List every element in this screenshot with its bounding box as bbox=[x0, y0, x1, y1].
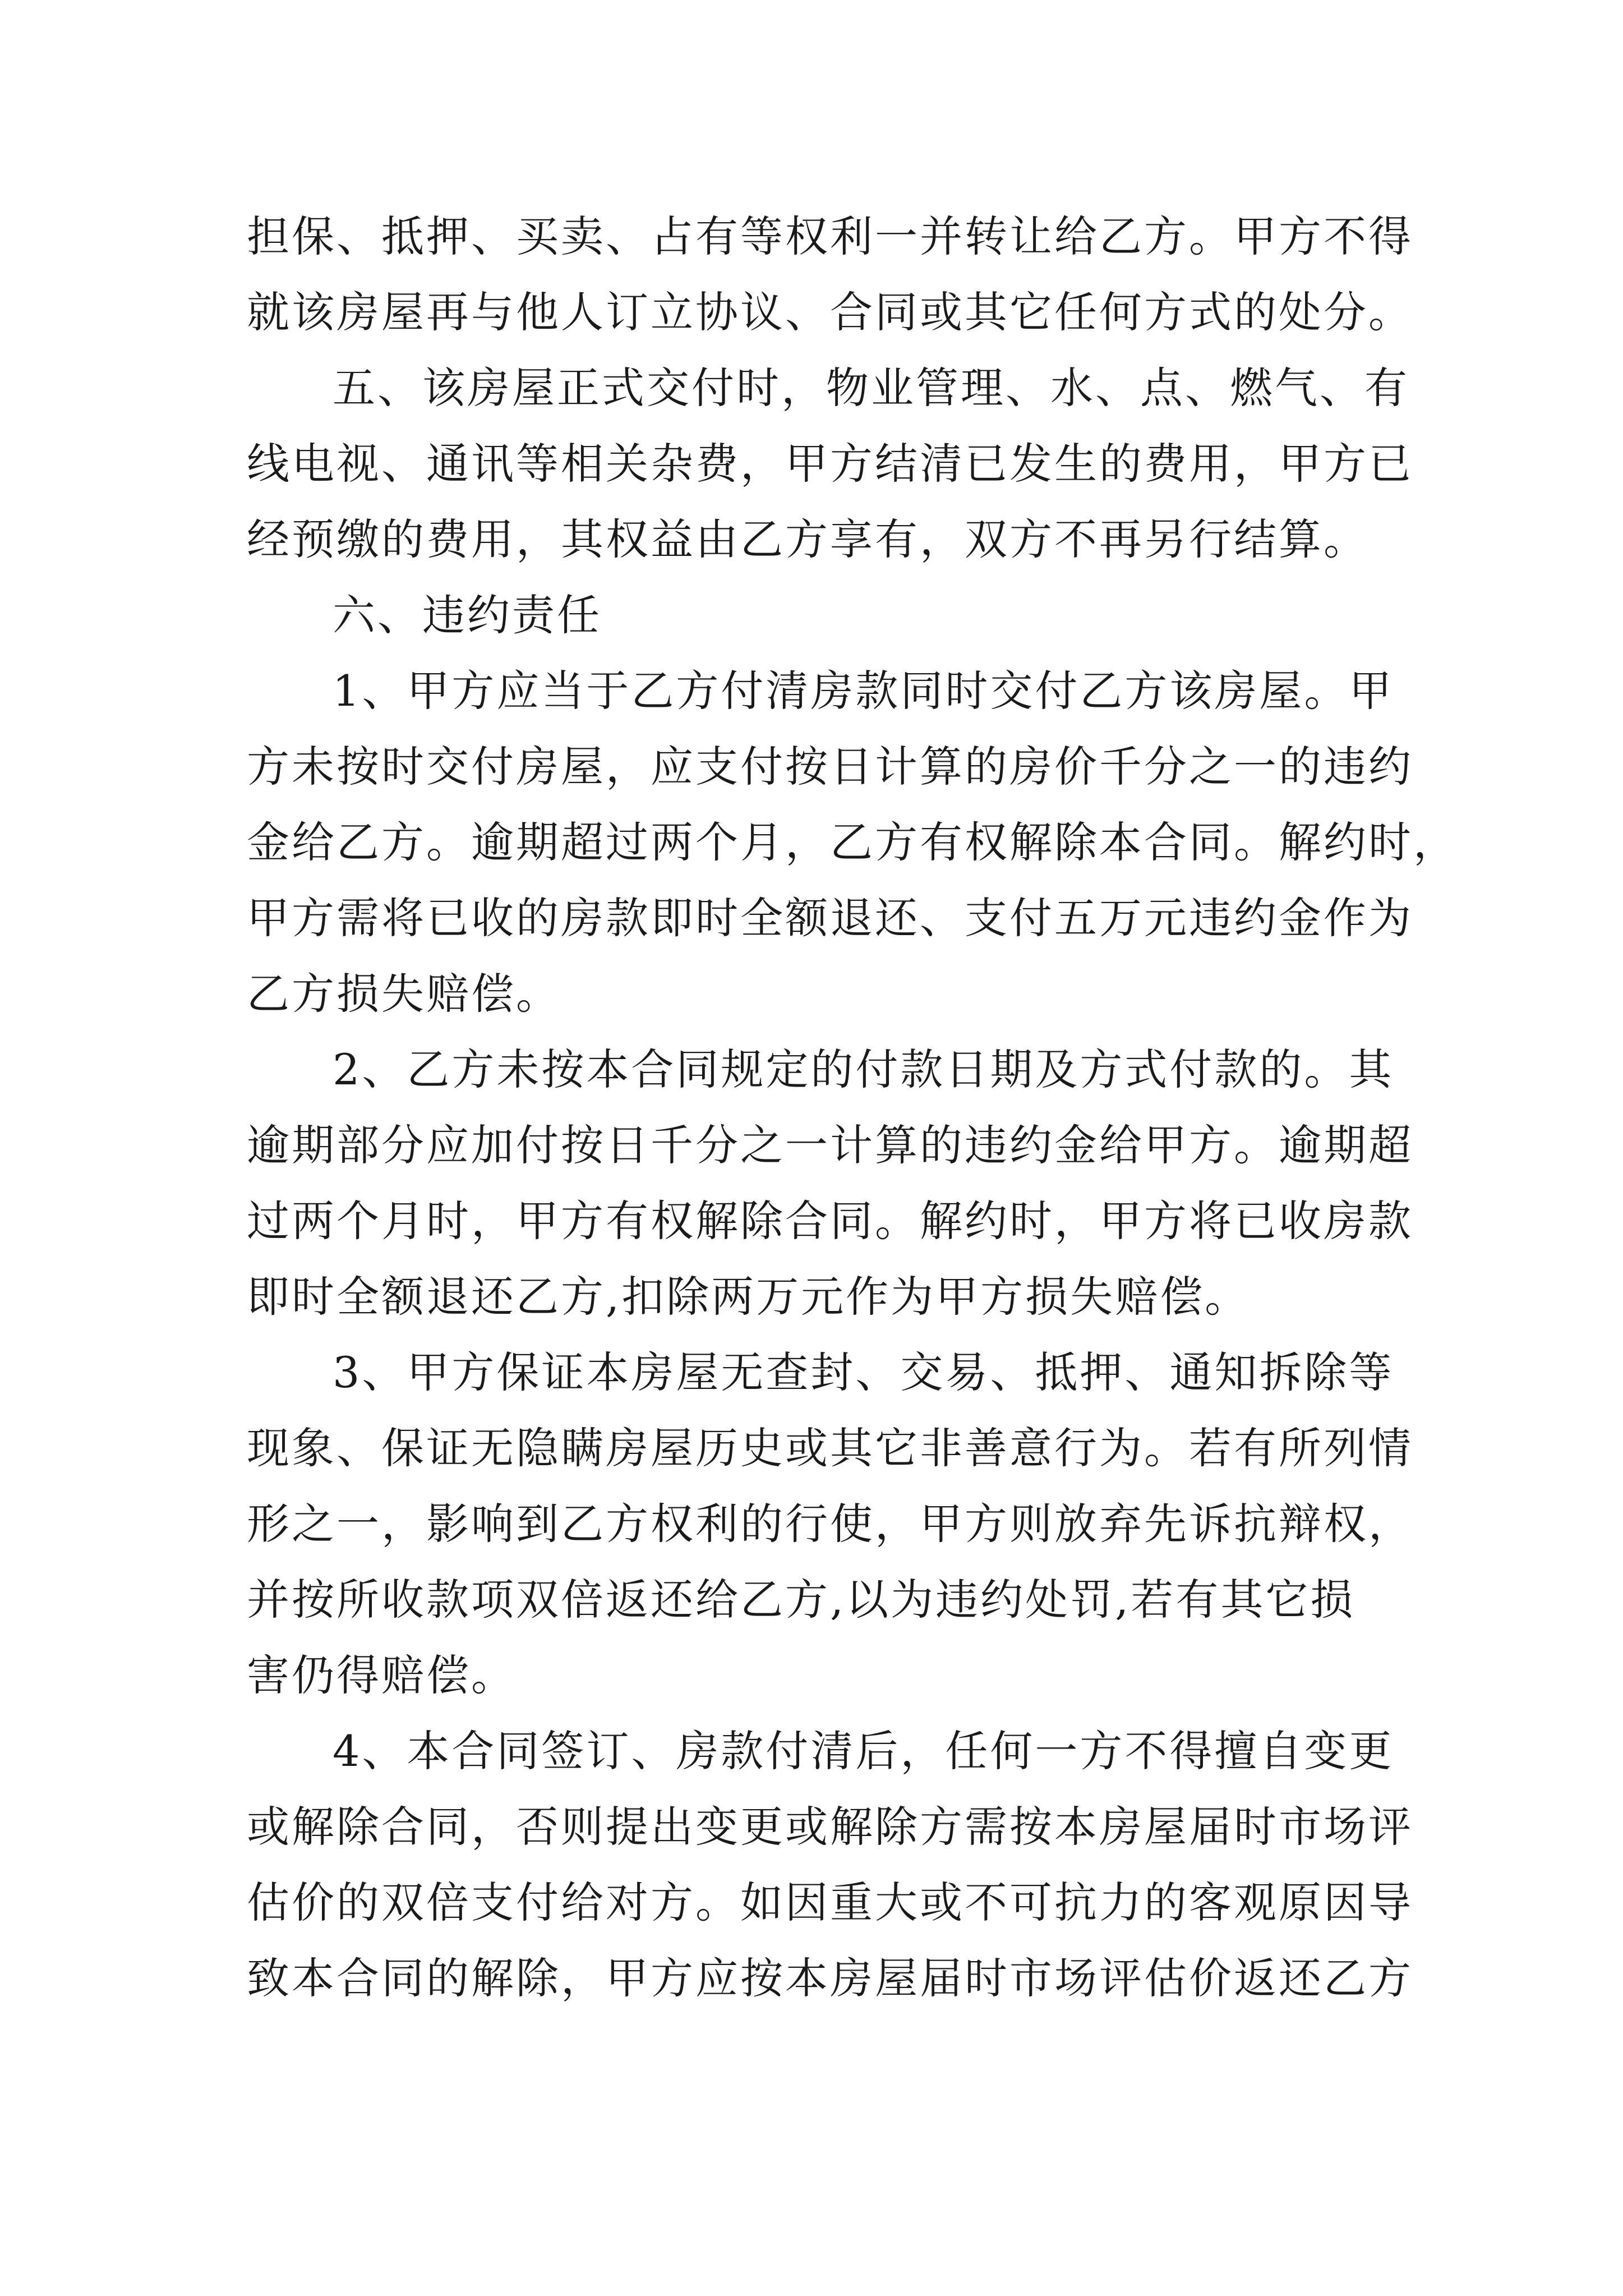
text-line: 甲方需将已收的房款即时全额退还、支付五万元违约金作为 bbox=[247, 893, 1413, 943]
text-line: 五、该房屋正式交付时，物业管理、水、点、燃气、有 bbox=[333, 363, 1409, 413]
text-line: 经预缴的费用，其权益由乙方享有，双方不再另行结算。 bbox=[247, 514, 1368, 564]
text-line: 3、甲方保证本房屋无查封、交易、抵押、通知拆除等 bbox=[333, 1347, 1394, 1397]
text-line: 逾期部分应加付按日千分之一计算的违约金给甲方。逾期超 bbox=[247, 1120, 1413, 1170]
text-line: 现象、保证无隐瞒房屋历史或其它非善意行为。若有所列情 bbox=[247, 1423, 1413, 1473]
text-line: 2、乙方未按本合同规定的付款日期及方式付款的。其 bbox=[333, 1045, 1394, 1094]
text-line: 或解除合同，否则提出变更或解除方需按本房屋届时市场评 bbox=[247, 1802, 1413, 1852]
section-heading: 六、违约责任 bbox=[333, 590, 602, 640]
text-line: 形之一，影响到乙方权利的行使，甲方则放弃先诉抗辩权， bbox=[247, 1499, 1413, 1549]
text-line: 即时全额退还乙方,扣除两万元作为甲方损失赔偿。 bbox=[247, 1272, 1250, 1322]
text-line: 过两个月时，甲方有权解除合同。解约时，甲方将已收房款 bbox=[247, 1196, 1413, 1246]
text-line: 方未按时交付房屋，应支付按日计算的房价千分之一的违约 bbox=[247, 742, 1413, 792]
text-line: 害仍得赔偿。 bbox=[247, 1650, 516, 1700]
text-line: 致本合同的解除，甲方应按本房屋届时市场评估价返还乙方 bbox=[247, 1953, 1413, 2003]
text-line: 估价的双倍支付给对方。如因重大或不可抗力的客观原因导 bbox=[247, 1878, 1413, 1927]
text-line: 就该房屋再与他人订立协议、合同或其它任何方式的处分。 bbox=[247, 287, 1413, 337]
text-line: 乙方损失赔偿。 bbox=[247, 969, 561, 1019]
text-line: 并按所收款项双倍返还给乙方,以为违约处罚,若有其它损 bbox=[247, 1575, 1355, 1625]
text-line: 线电视、通讯等相关杂费，甲方结清已发生的费用，甲方已 bbox=[247, 439, 1413, 489]
text-line: 担保、抵押、买卖、占有等权利一并转让给乙方。甲方不得 bbox=[247, 211, 1413, 261]
text-line: 4、本合同签订、房款付清后，任何一方不得擅自变更 bbox=[333, 1726, 1394, 1776]
text-line: 金给乙方。逾期超过两个月，乙方有权解除本合同。解约时， bbox=[247, 817, 1458, 867]
text-line: 1、甲方应当于乙方付清房款同时交付乙方该房屋。甲 bbox=[333, 666, 1394, 716]
